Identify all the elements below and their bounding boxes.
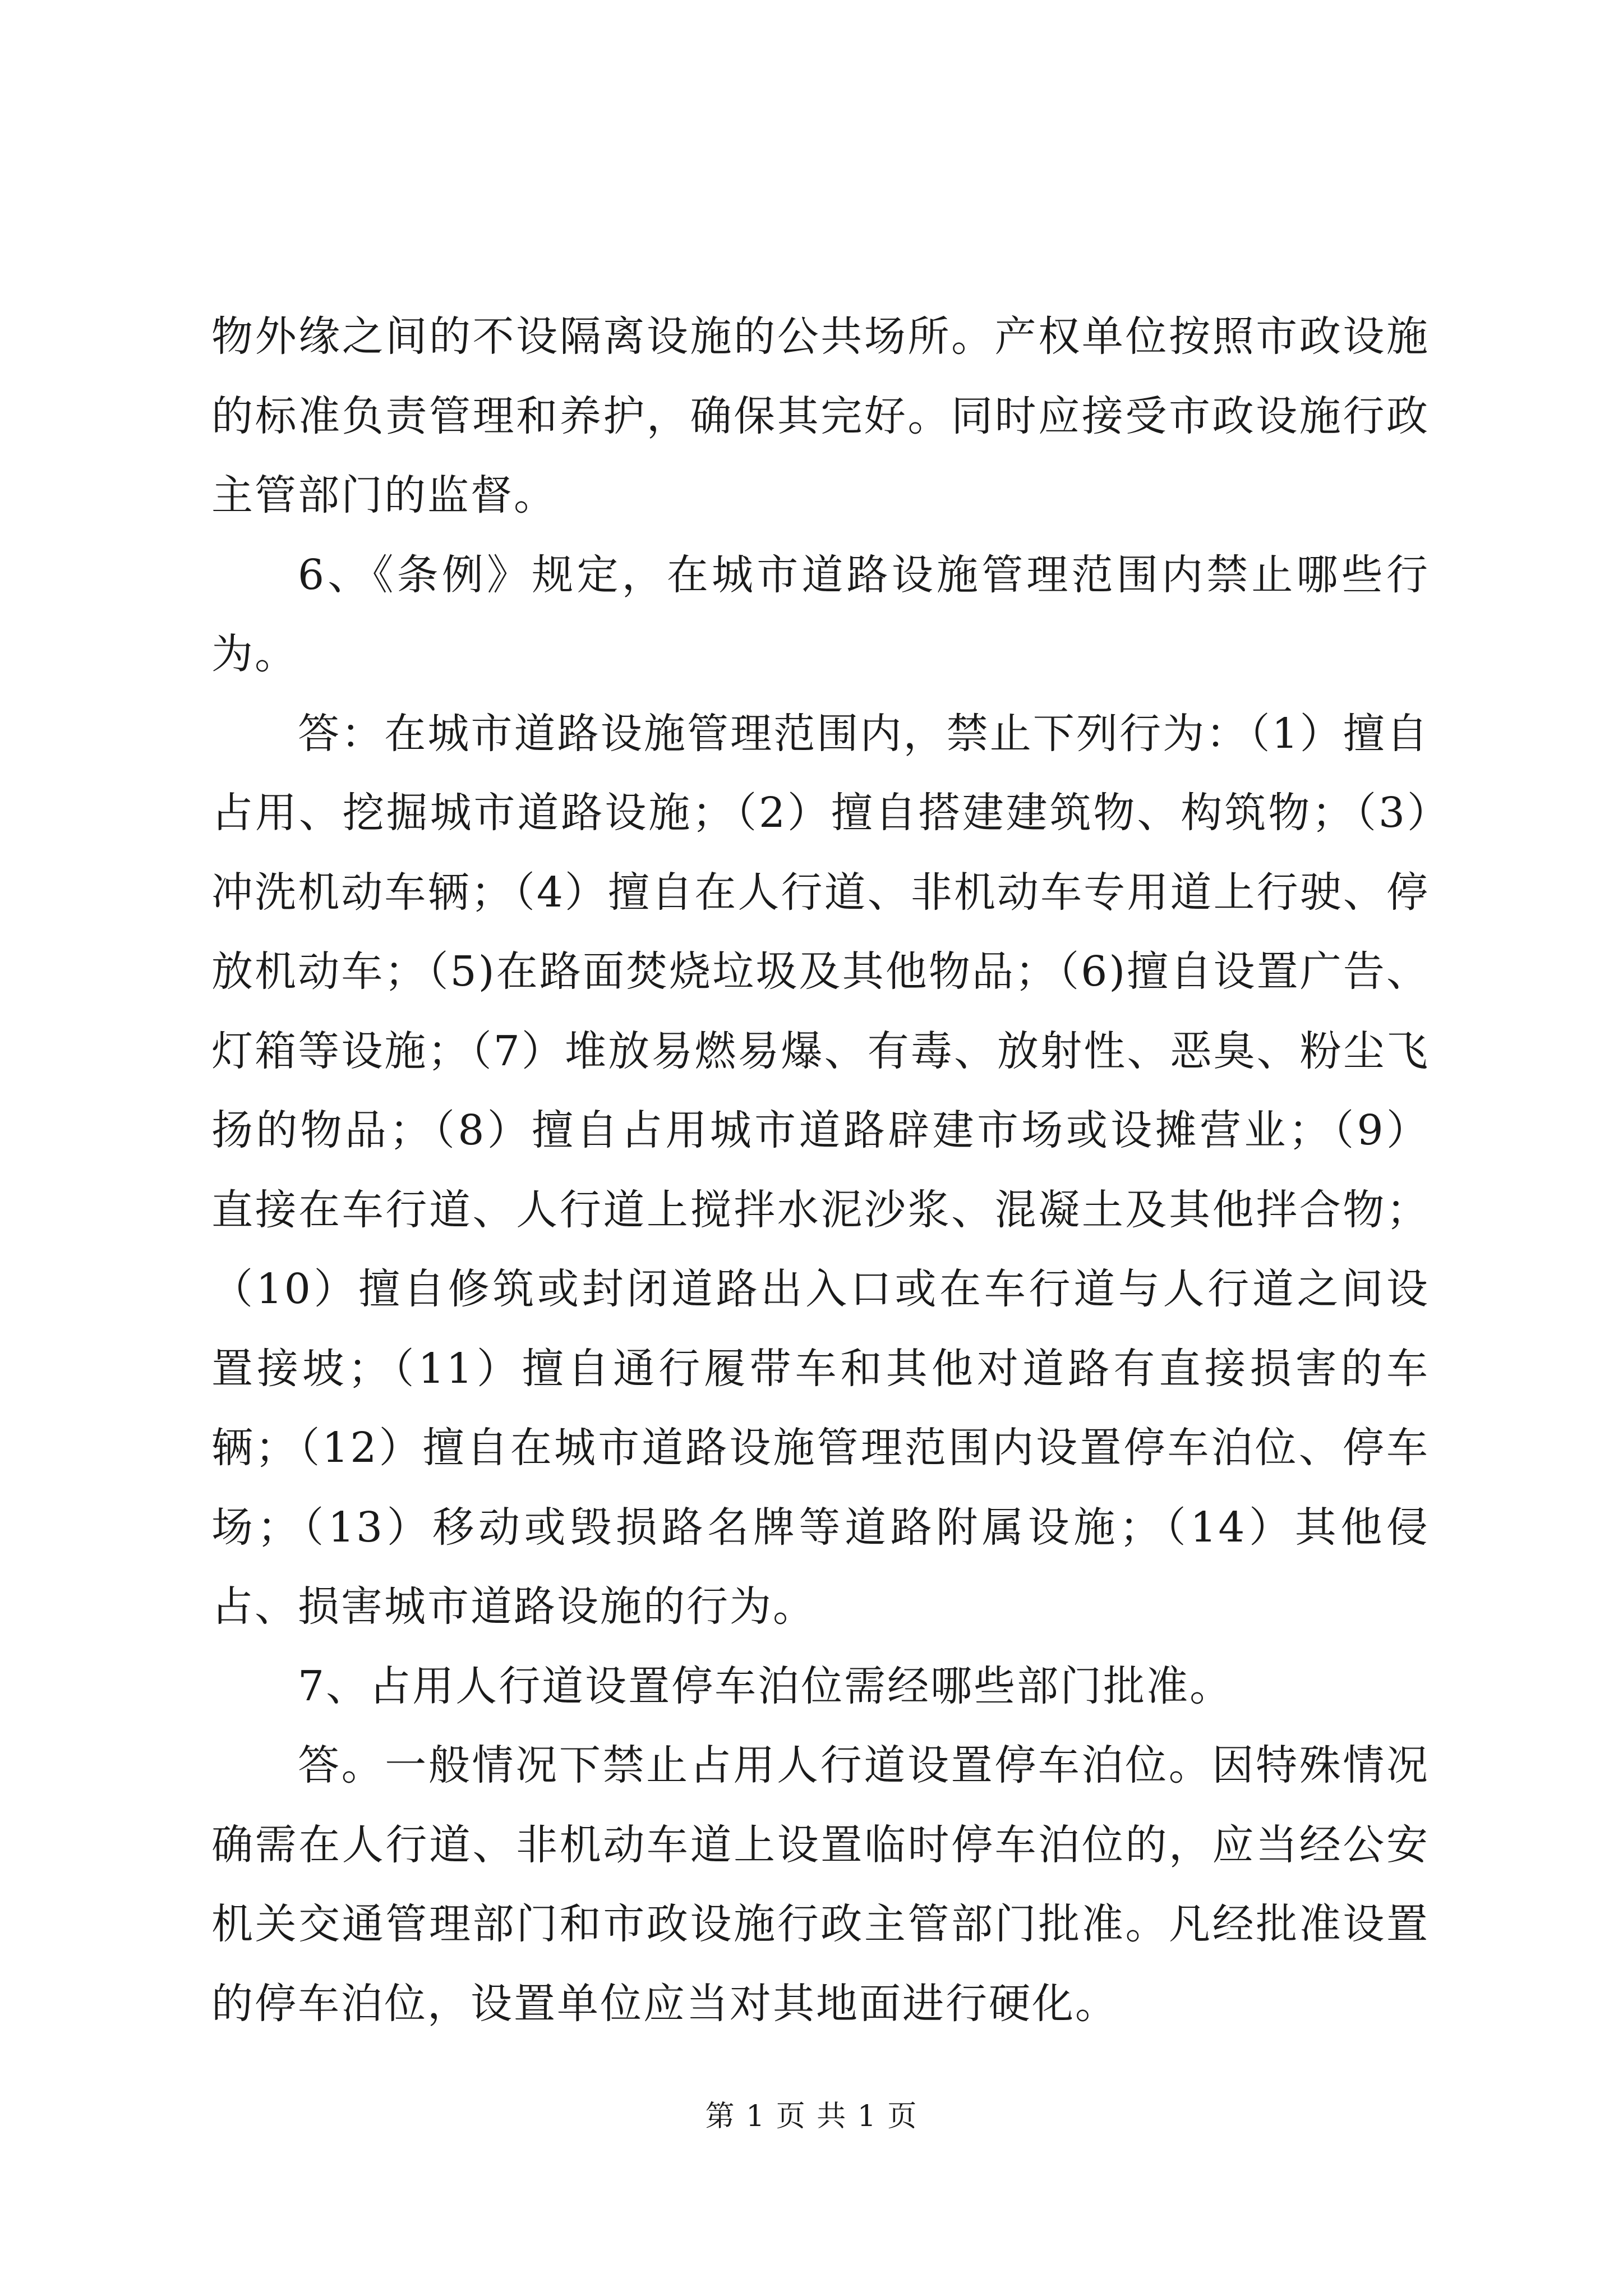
answer-7: 答。一般情况下禁止占用人行道设置停车泊位。因特殊情况确需在人行道、非机动车道上设置临时停车泊位的，应当经公安机关交通管理部门和市政设施行政主管部门批准。凡经批准设置的停车泊位，设置单位应当对其地面进行硬化。 [211, 1741, 1430, 2028]
question-6: 6、《条例》规定，在城市道路设施管理范围内禁止哪些行为。 [211, 550, 1430, 678]
question-7: 7、占用人行道设置停车泊位需经哪些部门批准。 [298, 1662, 1233, 1710]
paragraph-continuation: 物外缘之间的不设隔离设施的公共场所。产权单位按照市政设施的标准负责管理和养护，确保其完好。同时应接受市政设施行政主管部门的监督。 [211, 312, 1430, 519]
document-body [211, 297, 1430, 2044]
page-number-footer: 第 1 页 共 1 页 [705, 2100, 918, 2133]
answer-6: 答：在城市道路设施管理范围内，禁止下列行为：（1）擅自占用、挖掘城市道路设施；（2）擅自搭建建筑物、构筑物；（3）冲洗机动车辆；（4）擅自在人行道、非机动车专用道上行驶、停放机动车；（5)在路面焚烧垃圾及其他物品；（6)擅自设置广告、灯箱等设施；（7）堆放易燃易爆、有毒、放射性、恶臭、粉尘飞扬的物品；（8）擅自占用城市道路辟建市场或设摊营业；（9）直接在车行道、人行道上搅拌水泥沙浆、混凝土及其他拌合物；（10）擅自修筑或封闭道路出入口或在车行道与人行道之间设置接坡；（11）擅自通行履带车和其他对道路有直接损害的车辆；（12）擅自在城市道路设施管理范围内设置停车泊位、停车场；（13）移动或毁损路名牌等道路附属设施；（14）其他侵占、损害城市道路设施的行为。 [211, 709, 1430, 1631]
